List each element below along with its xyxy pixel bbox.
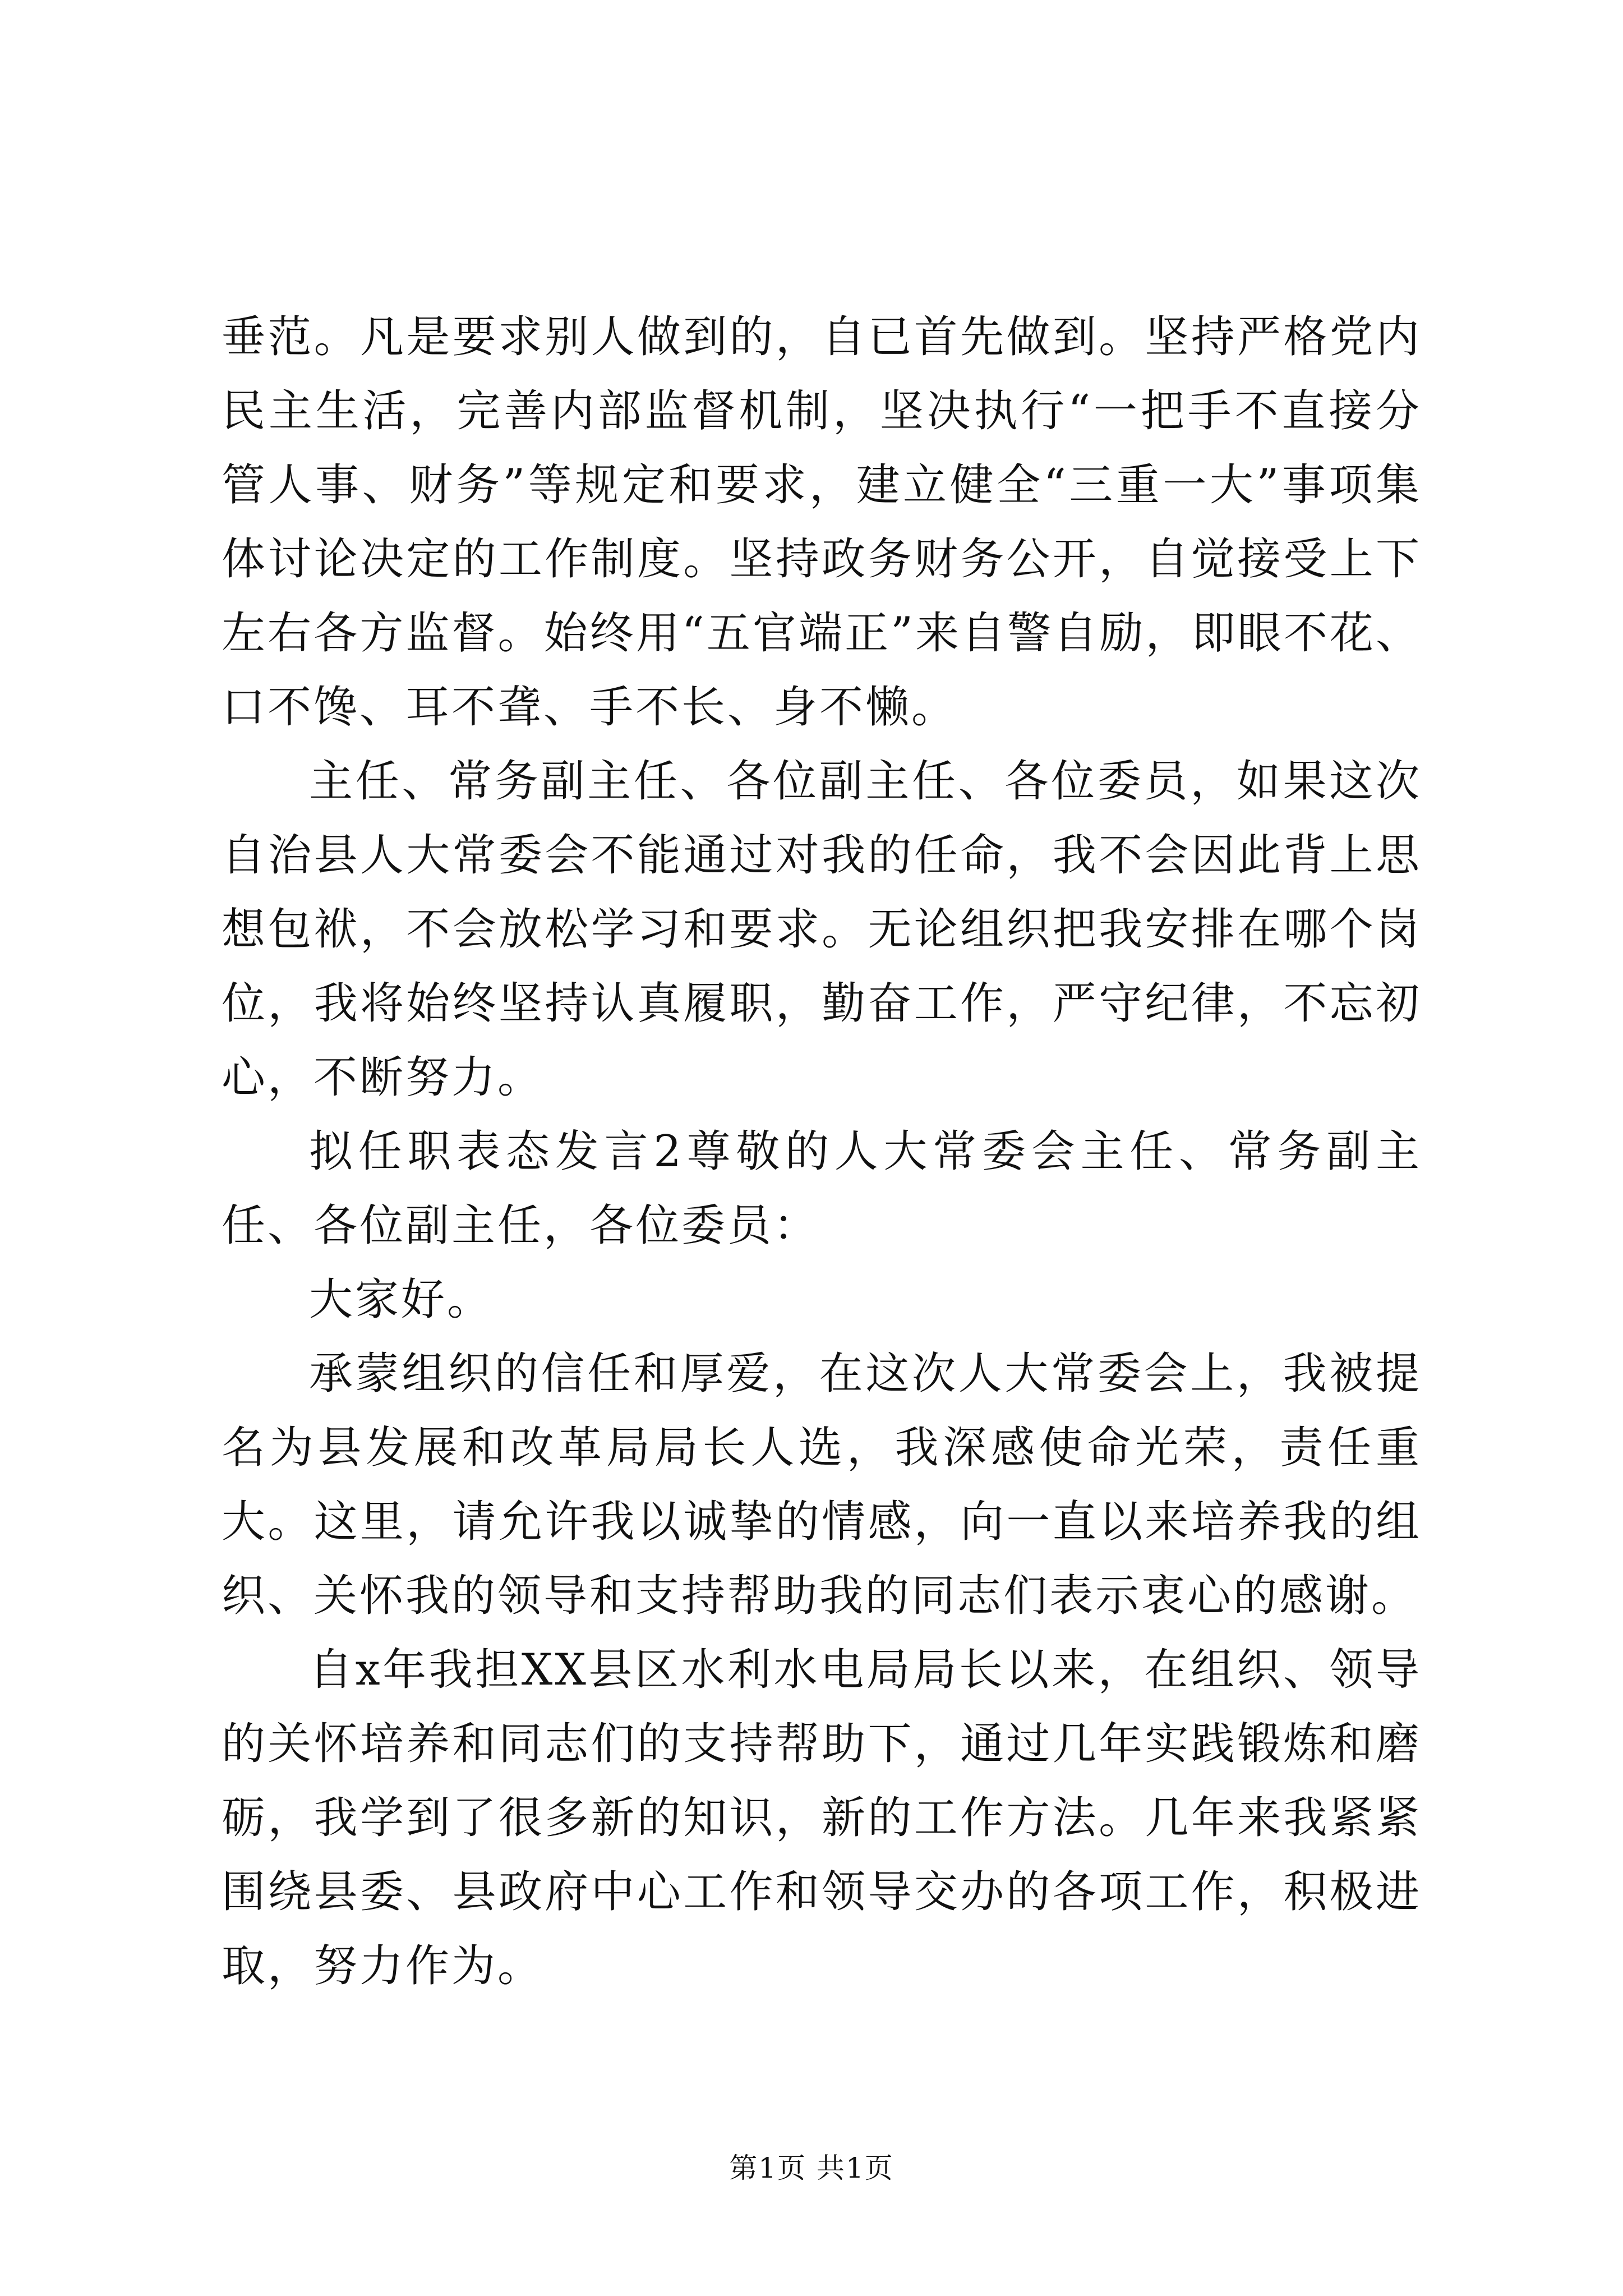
paragraph-1: 垂范。凡是要求别人做到的，自已首先做到。坚持严格党内民主生活，完善内部监督机制，坚决执行“一把手不直接分管人事、财务”等规定和要求，建立健全“三重一大”事项集体讨论决定的工作制度。坚持政务财务公开，自觉接受上下左右各方监督。始终用“五官端正”来自警自励，即眼不花、口不馋、耳不聋、手不长、身不懒。 xyxy=(222,312,1422,733)
document-body xyxy=(222,300,1422,2003)
paragraph-2: 主任、常务副主任、各位副主任、各位委员，如果这次自治县人大常委会不能通过对我的任命，我不会因此背上思想包袱，不会放松学习和要求。无论组织把我安排在哪个岗位，我将始终坚持认真履职，勤奋工作，严守纪律，不忘初心，不断努力。 xyxy=(222,756,1422,1103)
paragraph-5: 承蒙组织的信任和厚爱，在这次人大常委会上，我被提名为县发展和改革局局长人选，我深感使命光荣，责任重大。这里，请允许我以诚挚的情感，向一直以来培养我的组织、关怀我的领导和支持帮助我的同志们表示衷心的感谢。 xyxy=(222,1349,1422,1621)
paragraph-6: 自x年我担XX县区水利水电局局长以来，在组织、领导的关怀培养和同志们的支持帮助下，通过几年实践锻炼和磨砺，我学到了很多新的知识，新的工作方法。几年来我紧紧围绕县委、县政府中心工作和领导交办的各项工作，积极进取，努力作为。 xyxy=(222,1645,1422,1991)
paragraph-3: 拟任职表态发言2尊敬的人大常委会主任、常务副主任、各位副主任，各位委员： xyxy=(222,1126,1422,1251)
page-footer: 第1页 共1页 xyxy=(729,2152,894,2184)
paragraph-4: 大家好。 xyxy=(309,1274,494,1325)
